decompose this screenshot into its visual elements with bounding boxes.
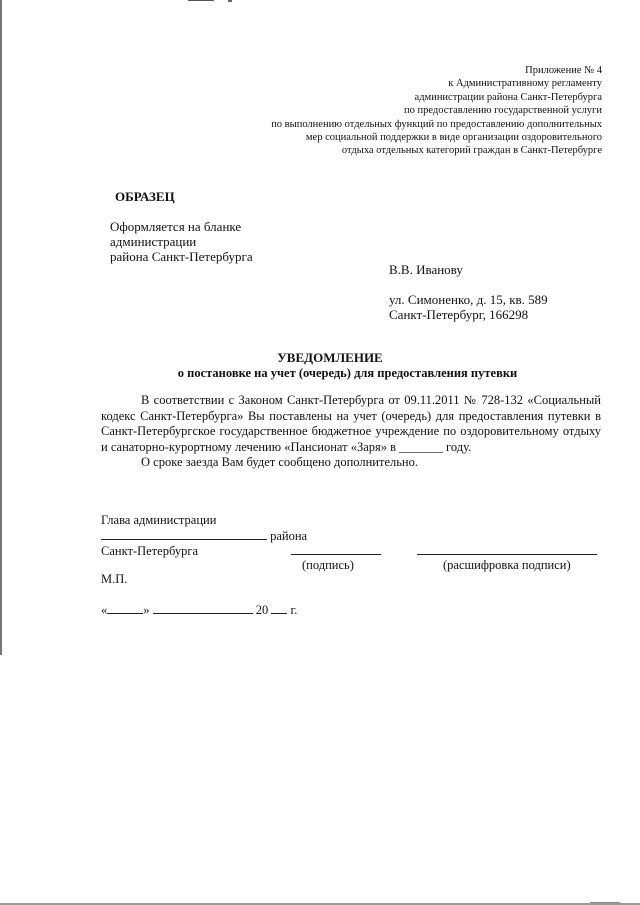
appendix-line: администрации района Санкт-Петербурга <box>414 91 602 103</box>
stamp-place: М.П. <box>101 572 128 586</box>
date-close-quote: » <box>143 603 150 617</box>
notice-body <box>101 393 601 471</box>
city-name: Санкт-Петербурга <box>101 544 199 558</box>
district-blank <box>101 528 267 540</box>
signature-decode-caption: (расшифровка подписи) <box>443 558 571 572</box>
recipient-block <box>389 262 548 322</box>
date-day-blank <box>107 602 143 614</box>
date-year-blank <box>271 602 287 614</box>
district-line <box>101 528 307 544</box>
letterhead-note-line: администрации <box>110 234 197 249</box>
appendix-header <box>182 64 602 158</box>
appendix-line: отдыха отдельных категорий граждан в Санкт-Петербурге <box>341 145 602 157</box>
recipient-name: В.В. Иванову <box>389 262 463 277</box>
head-title: Глава администрации <box>101 513 217 527</box>
date-open-quote: « <box>101 603 108 617</box>
date-line <box>101 602 297 618</box>
appendix-line: Приложение № 4 <box>525 65 602 76</box>
signature-line <box>291 554 381 555</box>
notice-title: УВЕДОМЛЕНИЕ <box>277 350 383 365</box>
letterhead-note-line: района Санкт-Петербурга <box>110 249 253 264</box>
signature-caption: (подпись) <box>302 558 354 572</box>
scan-artifact <box>228 0 232 2</box>
appendix-line: мер социальной поддержки в виде организации оздоровительного <box>305 132 602 144</box>
appendix-line: по выполнению отдельных функций по предоставлению дополнительных <box>271 118 602 130</box>
date-year-suffix: г. <box>290 603 298 617</box>
notice-subtitle: о постановке на учет (очередь) для предоставления путевки <box>177 366 518 380</box>
signature-block <box>101 513 307 559</box>
appendix-line: по предоставлению государственной услуги <box>404 105 602 117</box>
recipient-address-city: Санкт-Петербург, 166298 <box>389 307 529 322</box>
date-month-blank <box>153 602 253 614</box>
district-suffix: района <box>270 529 308 543</box>
letterhead-note <box>110 219 253 264</box>
page-edge <box>0 0 2 655</box>
date-year-prefix: 20 <box>255 603 269 617</box>
scan-artifact <box>188 0 214 1</box>
notice-paragraph: О сроке заезда Вам будет сообщено дополнительно. <box>141 455 418 469</box>
recipient-address-street: ул. Симоненко, д. 15, кв. 589 <box>389 292 548 307</box>
signature-decode-line <box>417 554 597 555</box>
sample-label: ОБРАЗЕЦ <box>115 189 175 204</box>
appendix-line: к Административному регламенту <box>448 78 602 90</box>
notice-paragraph: В соответствии с Законом Санкт-Петербурга от 09.11.2011 № 728-132 «Социальный кодекс Санкт-Петербурга» Вы поставлены на учет (очередь) для предоставления путевки в Санкт-Петербургское государственное бюджетное учреждение по оздоровительному отдыху и санаторно-курортному лечению «Пансионат «Заря» в _______ году. <box>101 393 601 454</box>
scan-artifact <box>590 902 620 903</box>
letterhead-note-line: Оформляется на бланке <box>110 219 242 234</box>
